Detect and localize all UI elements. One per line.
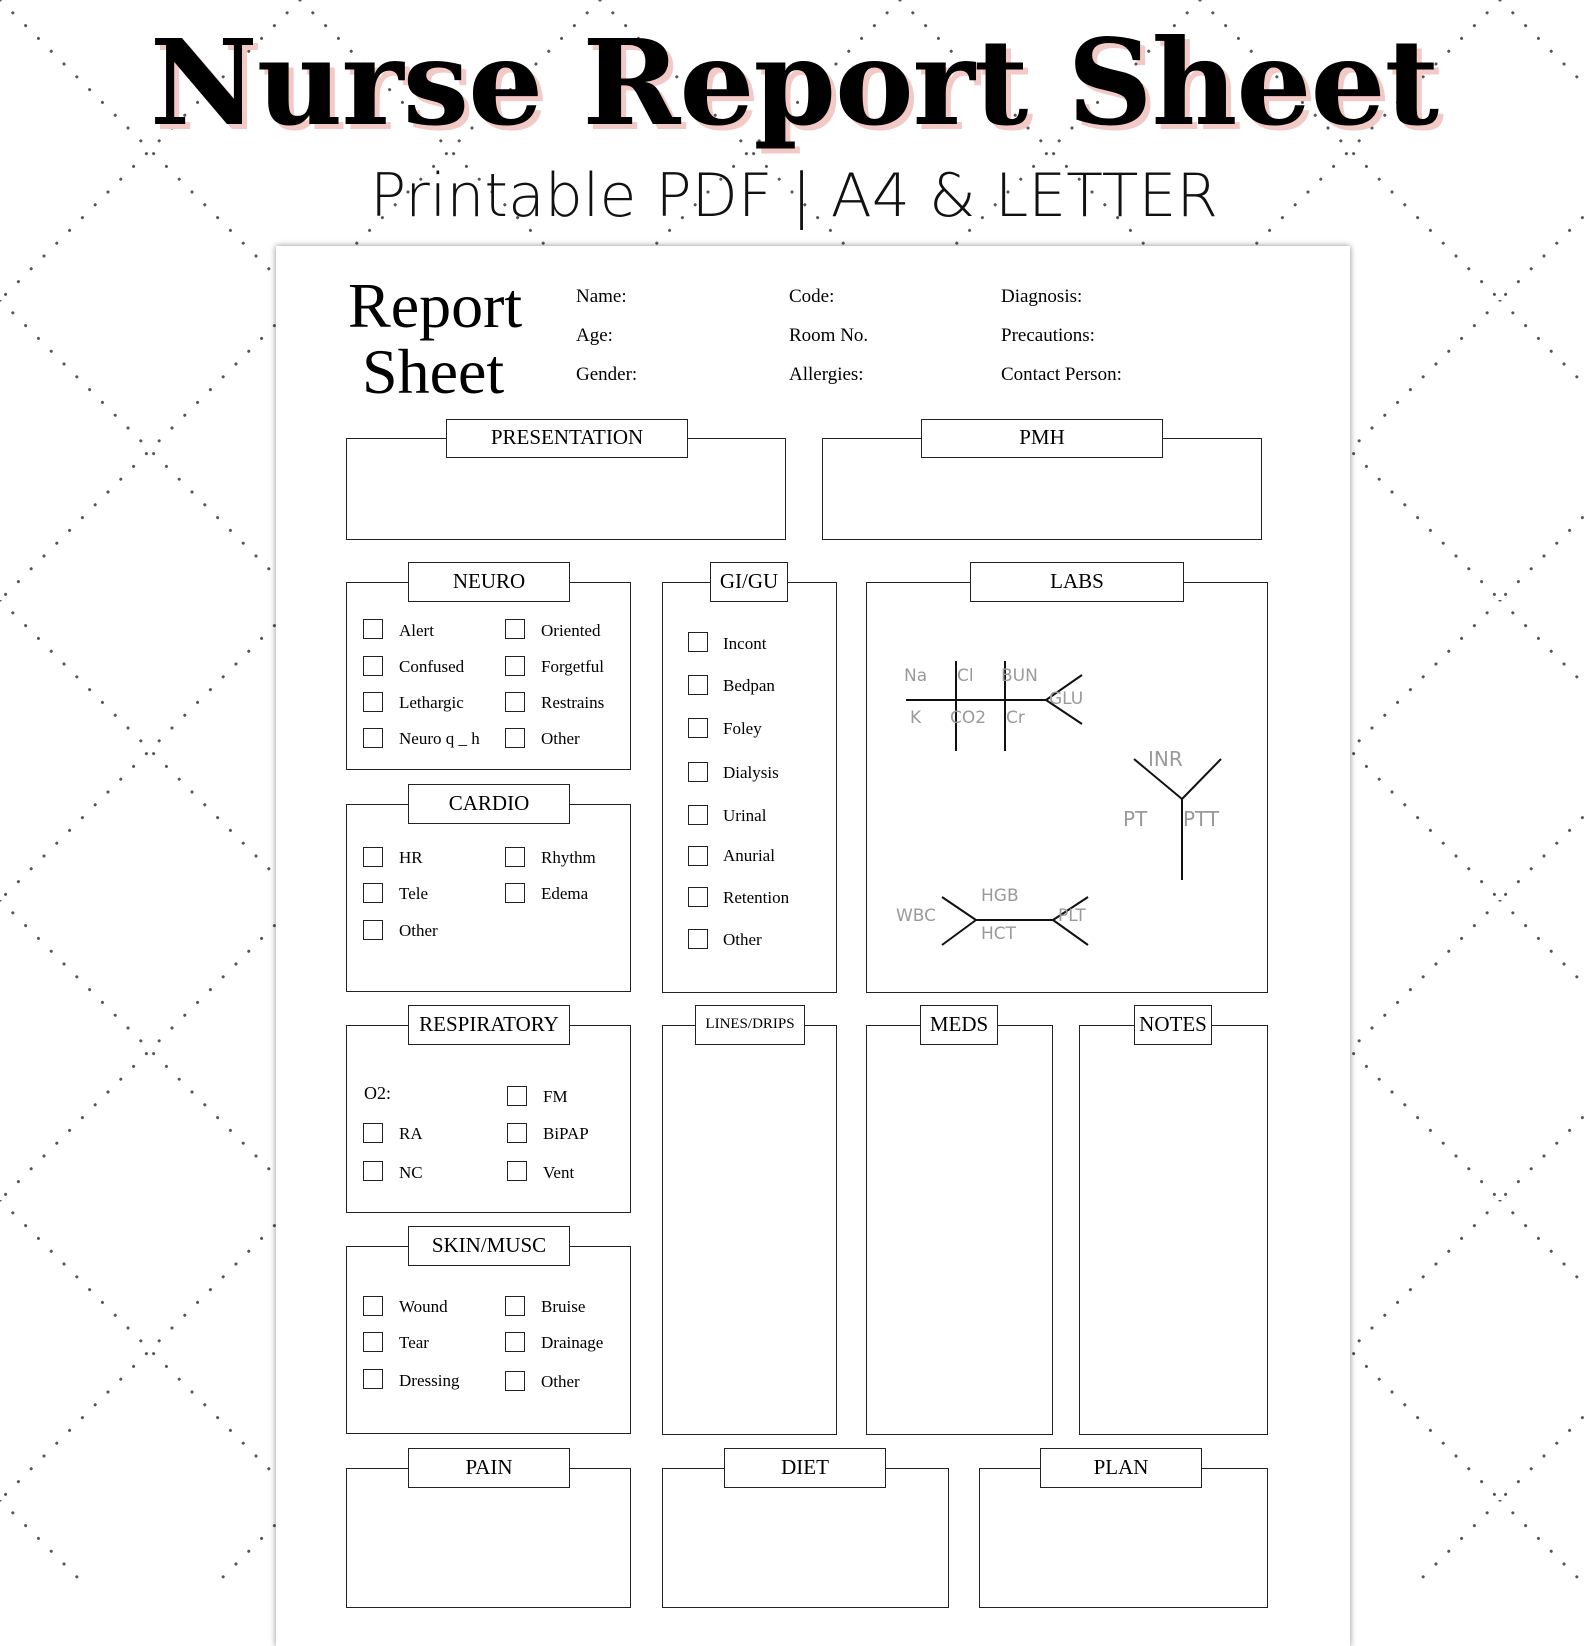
pain-box[interactable]	[346, 1468, 631, 1608]
hr-label: HR	[399, 848, 423, 867]
lab-fishbone-diagrams	[276, 246, 1350, 1646]
lab-cl: Cl	[957, 666, 974, 686]
sheet-title-line1: Report	[348, 270, 523, 341]
sheet-title-line2: Sheet	[362, 336, 505, 407]
bruise-label: Bruise	[541, 1297, 586, 1316]
foley-label: Foley	[723, 719, 762, 738]
lines-drips-box[interactable]	[662, 1025, 837, 1435]
tear-label: Tear	[399, 1333, 429, 1352]
lethargic-label: Lethargic	[399, 693, 464, 712]
lab-ptt: PTT	[1183, 807, 1220, 831]
lab-cr: Cr	[1006, 708, 1025, 728]
lines-drips-tab: LINES/DRIPS	[695, 1005, 805, 1045]
cardio-tab: CARDIO	[408, 784, 570, 824]
neuro-q-h-label: Neuro q _ h	[399, 729, 480, 748]
lab-glu: GLU	[1049, 689, 1084, 709]
labs-tab: LABS	[970, 562, 1184, 602]
restrains-label: Restrains	[541, 693, 605, 712]
contact-person-field-label: Contact Person:	[1001, 364, 1122, 385]
precautions-field-label: Precautions:	[1001, 325, 1095, 346]
retention-label: Retention	[723, 888, 790, 907]
lab-pt: PT	[1123, 807, 1148, 831]
urinal-label: Urinal	[723, 806, 767, 825]
report-sheet	[276, 246, 1350, 1646]
anurial-label: Anurial	[723, 846, 775, 865]
diet-box[interactable]	[662, 1468, 949, 1608]
gigu-tab: GI/GU	[710, 562, 788, 602]
dialysis-label: Dialysis	[723, 763, 779, 782]
diet-tab: DIET	[724, 1448, 886, 1488]
allergies-field-label: Allergies:	[789, 364, 864, 385]
lab-k: K	[910, 708, 922, 728]
skin-other-label: Other	[541, 1372, 580, 1391]
fm-label: FM	[543, 1087, 568, 1106]
dressing-label: Dressing	[399, 1371, 460, 1390]
rhythm-label: Rhythm	[541, 848, 596, 867]
name-field-label: Name:	[576, 286, 627, 307]
plan-box[interactable]	[979, 1468, 1268, 1608]
gigu-other-label: Other	[723, 930, 762, 949]
neuro-other-label: Other	[541, 729, 580, 748]
lab-plt: PLT	[1058, 906, 1086, 926]
notes-box[interactable]	[1079, 1025, 1268, 1435]
confused-label: Confused	[399, 657, 465, 676]
notes-tab: NOTES	[1134, 1005, 1212, 1045]
room-field-label: Room No.	[789, 325, 869, 346]
cardio-other-label: Other	[399, 921, 438, 940]
alert-label: Alert	[399, 621, 434, 640]
lab-co2: CO2	[950, 708, 987, 728]
nc-label: NC	[399, 1163, 423, 1182]
bedpan-label: Bedpan	[723, 676, 775, 695]
neuro-tab: NEURO	[408, 562, 570, 602]
gender-field-label: Gender:	[576, 364, 638, 385]
plan-tab: PLAN	[1040, 1448, 1202, 1488]
respiratory-tab: RESPIRATORY	[408, 1005, 570, 1045]
tele-label: Tele	[399, 884, 429, 903]
lab-inr: INR	[1148, 747, 1183, 771]
meds-box[interactable]	[866, 1025, 1053, 1435]
presentation-tab: PRESENTATION	[446, 419, 688, 458]
pmh-tab: PMH	[921, 419, 1163, 458]
pain-tab: PAIN	[408, 1448, 570, 1488]
o2-label: O2:	[364, 1083, 391, 1103]
lab-hct: HCT	[981, 924, 1017, 944]
page-subtitle: Printable PDF | A4 & LETTER	[369, 161, 1219, 231]
incont-label: Incont	[723, 634, 767, 653]
forgetful-label: Forgetful	[541, 657, 604, 676]
oriented-label: Oriented	[541, 621, 601, 640]
edema-label: Edema	[541, 884, 589, 903]
vent-label: Vent	[543, 1163, 575, 1182]
diagnosis-field-label: Diagnosis:	[1001, 286, 1083, 307]
skin-tab: SKIN/MUSC	[408, 1226, 570, 1266]
bipap-label: BiPAP	[543, 1124, 589, 1143]
drainage-label: Drainage	[541, 1333, 604, 1352]
page-title: Nurse Report Sheet	[149, 13, 1439, 152]
lab-bun: BUN	[1001, 666, 1038, 686]
meds-tab: MEDS	[920, 1005, 998, 1045]
code-field-label: Code:	[789, 286, 835, 307]
lab-hgb: HGB	[981, 886, 1019, 906]
lab-na: Na	[904, 666, 928, 686]
ra-label: RA	[399, 1124, 423, 1143]
age-field-label: Age:	[576, 325, 613, 346]
wound-label: Wound	[399, 1297, 448, 1316]
lab-wbc: WBC	[896, 906, 937, 926]
